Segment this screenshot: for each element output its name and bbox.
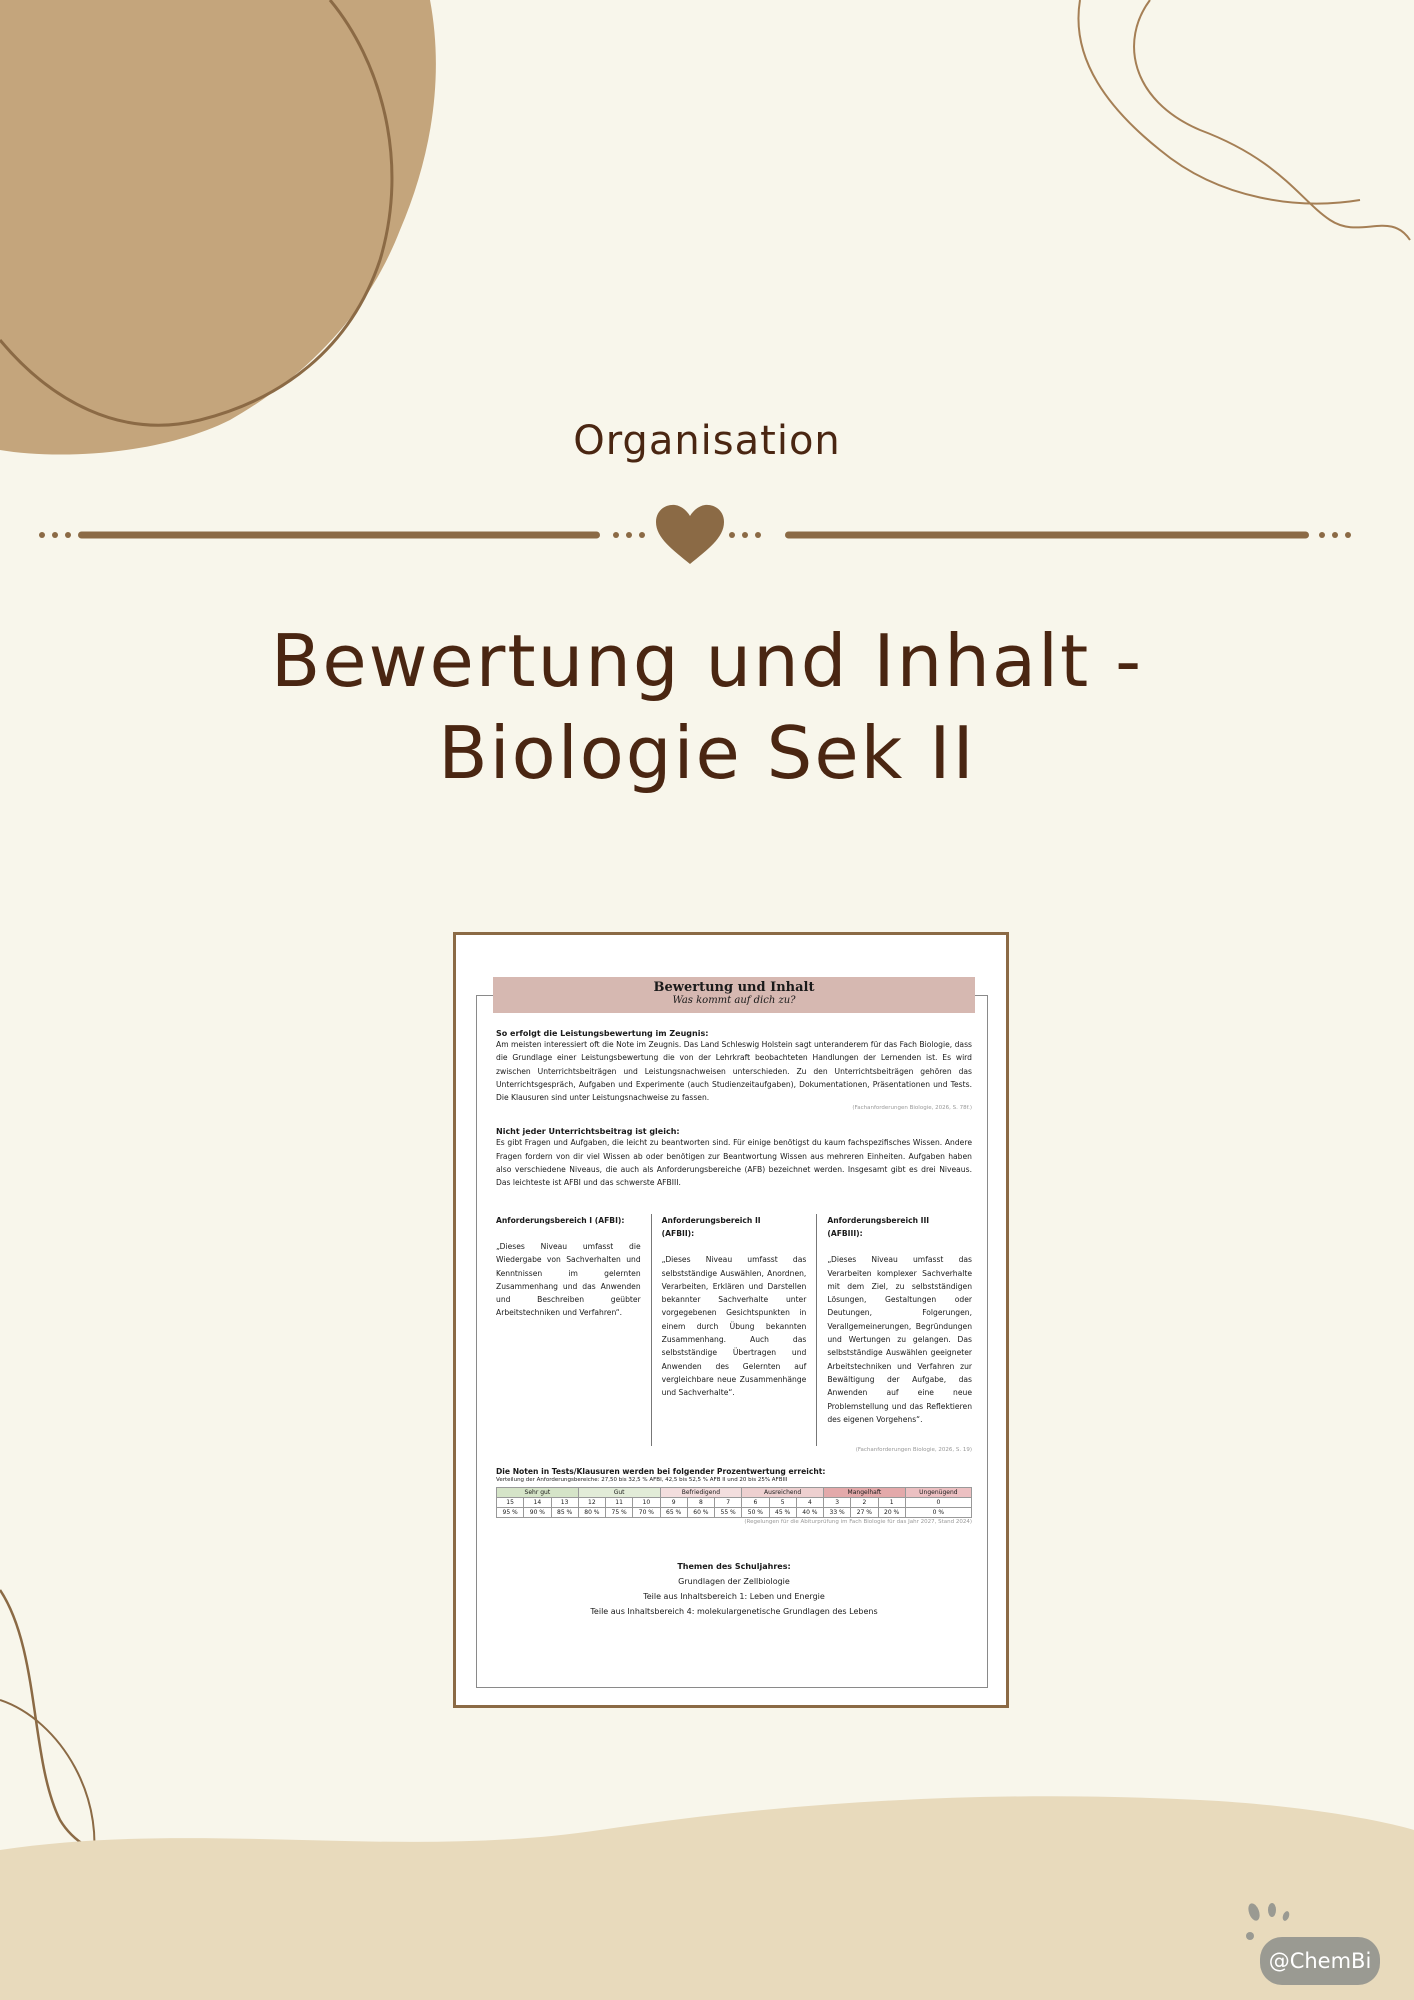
- grade-points: 10: [633, 1497, 660, 1507]
- afb-heading: Anforderungsbereich I (AFBI):: [496, 1215, 625, 1225]
- grade-percent: 27 %: [851, 1507, 878, 1517]
- grade-percent: 70 %: [633, 1507, 660, 1517]
- section-label: Organisation: [573, 418, 841, 464]
- title-line-1: Bewertung und Inhalt -: [270, 619, 1144, 703]
- heart-icon: [656, 505, 724, 564]
- grade-percent: 40 %: [796, 1507, 823, 1517]
- heart-divider: [0, 500, 1414, 570]
- theme-item: Grundlagen der Zellbiologie: [678, 1576, 790, 1586]
- grade-percent: 80 %: [578, 1507, 605, 1517]
- afb-text: „Dieses Niveau umfasst die Wiedergabe von Sachverhalten und Kenntnissen im gelernten Zusammenhang und das Anwenden und Beschreiben geübter Arbeitstechniken und Verfahren“.: [496, 1241, 641, 1318]
- grade-category: Ausreichend: [742, 1487, 824, 1497]
- afb-columns: [496, 1214, 972, 1446]
- grade-points: 2: [851, 1497, 878, 1507]
- grade-points: 6: [742, 1497, 769, 1507]
- document-banner: [493, 977, 975, 1013]
- top-right-line: [1134, 0, 1410, 240]
- grade-percent: 95 %: [497, 1507, 524, 1517]
- grade-category: Sehr gut: [497, 1487, 579, 1497]
- grade-category: Mangelhaft: [824, 1487, 906, 1497]
- grade-percent: 90 %: [524, 1507, 551, 1517]
- grade-percent: 85 %: [551, 1507, 578, 1517]
- afb-heading: Anforderungsbereich III (AFBIII):: [827, 1215, 930, 1238]
- section-text: Es gibt Fragen und Aufgaben, die leicht zu beantworten sind. Für einige benötigst du kaum fachspezifisches Wissen. Andere Fragen fordern von dir viel Wissen ab oder benötigen zur Beantwortung Wissen aus mehreren Einheiten. Aufgaben haben also verschiedene Niveaus, die auch als Anforderungsbereiche (AFB) bezeichnet werden. Insgesamt gibt es drei Niveaus. Das leichteste ist AFBI und das schwerste AFBIII.: [496, 1138, 972, 1188]
- grade-category: Ungenügend: [905, 1487, 971, 1497]
- grade-points: 1: [878, 1497, 905, 1507]
- afb-text: „Dieses Niveau umfasst das selbstständige Auswählen, Anordnen, Verarbeiten, Erklären und Darstellen bekannter Sachverhalte unter vorgegebenen Gesichtspunkten in einem durch Übung bekannten Zusammenhang. Auch das selbstständige Übertragen und Anwenden des Gelernten auf vergleichbare neue Zusammenhänge und Sachverhalte“.: [661, 1255, 807, 1398]
- document-subtitle: Was kommt auf dich zu?: [672, 995, 796, 1006]
- grades-subheading: Verteilung der Anforderungsbereiche: 27,50 bis 32,5 % AFBI, 42,5 bis 52,5 % AFB II und 20 bis 25% AFBIII: [496, 1476, 788, 1483]
- grade-points: 13: [551, 1497, 578, 1507]
- theme-item: Teile aus Inhaltsbereich 1: Leben und Energie: [643, 1591, 825, 1601]
- grade-points: 0: [905, 1497, 971, 1507]
- grade-percent: 45 %: [769, 1507, 796, 1517]
- citation: (Regelungen für die Abiturprüfung im Fach Biologie für das Jahr 2027, Stand 2024): [744, 1518, 972, 1525]
- grade-points: 3: [824, 1497, 851, 1507]
- section-heading: Nicht jeder Unterrichtsbeitrag ist gleich:: [496, 1127, 680, 1137]
- grade-percent: 50 %: [742, 1507, 769, 1517]
- citation: (Fachanforderungen Biologie, 2026, S. 19): [855, 1446, 972, 1453]
- grades-heading: Die Noten in Tests/Klausuren werden bei folgender Prozentwertung erreicht:: [496, 1466, 826, 1476]
- document-title: Bewertung und Inhalt: [653, 980, 815, 995]
- grade-percent: 55 %: [715, 1507, 742, 1517]
- grade-points: 4: [796, 1497, 823, 1507]
- theme-item: Teile aus Inhaltsbereich 4: molekulargenetische Grundlagen des Lebens: [590, 1606, 878, 1616]
- grade-points: 11: [606, 1497, 633, 1507]
- section-text: Am meisten interessiert oft die Note im Zeugnis. Das Land Schleswig Holstein sagt unteranderem für das Fach Biologie, dass die Grundlage einer Leistungsbewertung die von der Lehrkraft beobachteten Handlungen der Lernenden ist. Es wird zwischen Unterrichtsbeiträgen und Leistungsnachweisen unterschieden. Zu den Unterrichtsbeiträgen gehören das Unterrichtsgespräch, Aufgaben und Experimente (auch Studienzeitaufgaben), Dokumentationen, Präsentationen und Tests. Die Klausuren sind unter Leistungsnachweise zu fassen.: [496, 1040, 972, 1103]
- document-content: [496, 977, 972, 1619]
- grade-points: 14: [524, 1497, 551, 1507]
- grade-percent: 0 %: [905, 1507, 971, 1517]
- title-line-2: Biologie Sek II: [438, 711, 976, 795]
- afb-text: „Dieses Niveau umfasst das Verarbeiten komplexer Sachverhalte mit dem Ziel, zu selbstständigen Lösungen, Gestaltungen oder Deutungen, Folgerungen, Verallgemeinerungen, Begründungen und Wertungen zu gelangen. Das selbstständige Auswählen geeigneter Arbeitstechniken und Verfahren zur Bewältigung der Aufgabe, das Anwenden auf eine neue Problemstellung und das Reflektieren des eigenen Vorgehens“.: [827, 1255, 973, 1424]
- grade-percent: 60 %: [687, 1507, 714, 1517]
- themes-heading: Themen des Schuljahres:: [677, 1561, 791, 1571]
- grade-points: 5: [769, 1497, 796, 1507]
- grade-percent: 65 %: [660, 1507, 687, 1517]
- citation: (Fachanforderungen Biologie, 2026, S. 78f.): [852, 1105, 972, 1112]
- afb-column: [496, 1214, 651, 1446]
- author-badge: @ChemBi: [1260, 1937, 1380, 1985]
- top-right-line-2: [1078, 0, 1360, 203]
- grade-table: [496, 1487, 972, 1518]
- grade-percent-row: [497, 1507, 972, 1517]
- themes-block: [496, 1559, 972, 1619]
- grade-points: 12: [578, 1497, 605, 1507]
- grade-points: 7: [715, 1497, 742, 1507]
- grade-percent: 75 %: [606, 1507, 633, 1517]
- page-title: [100, 615, 1314, 799]
- bottom-wave: [0, 1796, 1414, 2000]
- grade-points: 9: [660, 1497, 687, 1507]
- grade-category: Befriedigend: [660, 1487, 742, 1497]
- grade-points: 15: [497, 1497, 524, 1507]
- afb-heading: Anforderungsbereich II (AFBII):: [661, 1215, 761, 1238]
- grade-percent: 33 %: [824, 1507, 851, 1517]
- grade-points: 8: [687, 1497, 714, 1507]
- document-preview: [453, 932, 1009, 1708]
- afb-column: [651, 1214, 817, 1446]
- grade-category: Gut: [578, 1487, 660, 1497]
- afb-column: [816, 1214, 972, 1446]
- section-heading: So erfolgt die Leistungsbewertung im Zeugnis:: [496, 1029, 709, 1038]
- grade-points-row: [497, 1497, 972, 1507]
- grade-percent: 20 %: [878, 1507, 905, 1517]
- grade-category-row: [497, 1487, 972, 1497]
